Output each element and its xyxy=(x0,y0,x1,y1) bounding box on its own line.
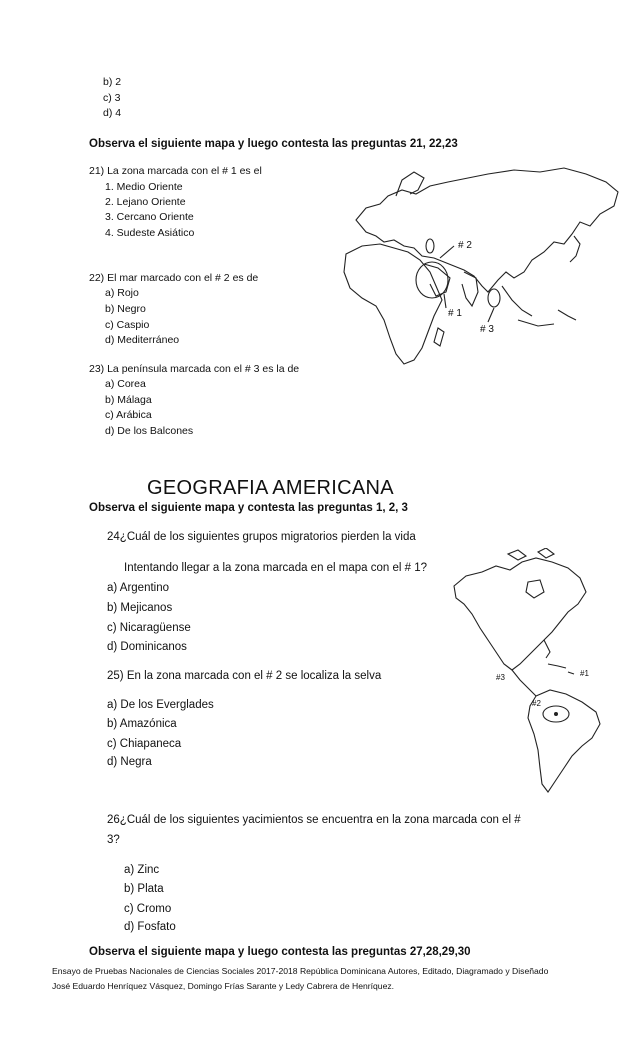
q25-option-a: a) De los Everglades xyxy=(107,699,214,711)
q24-option-d: d) Dominicanos xyxy=(107,641,187,653)
map1-label-2: # 2 xyxy=(458,240,472,251)
option-d: d) 4 xyxy=(103,107,122,119)
q23-option-b: b) Málaga xyxy=(105,394,152,406)
section-heading: GEOGRAFIA AMERICANA xyxy=(147,477,394,499)
q23-option-d: d) De los Balcones xyxy=(105,425,194,437)
footer-line-2: José Eduardo Henríquez Vásquez, Domingo Frías Sarante y Ledy Cabrera de Henríquez. xyxy=(52,981,395,991)
option-b: b) 2 xyxy=(103,76,122,88)
q25-option-c: c) Chiapaneca xyxy=(107,738,182,750)
q22-option-d: d) Mediterráneo xyxy=(105,334,180,346)
map2-label-2: #2 xyxy=(532,699,541,708)
q23-option-a: a) Corea xyxy=(105,378,146,390)
question-23: 23) La península marcada con el # 3 es la de xyxy=(89,363,300,375)
q23-option-c: c) Arábica xyxy=(105,409,152,421)
question-21: 21) La zona marcada con el # 1 es el xyxy=(89,165,262,177)
question-26: 26¿Cuál de los siguientes yacimientos se encuentra en la zona marcada con el # xyxy=(107,814,521,826)
q26-option-d: d) Fosfato xyxy=(124,921,176,933)
q24-option-c: c) Nicaragüense xyxy=(107,622,191,634)
question-25: 25) En la zona marcada con el # 2 se localiza la selva xyxy=(107,670,382,682)
eastern-hemisphere-map xyxy=(318,160,628,380)
q26-option-c: c) Cromo xyxy=(124,903,172,915)
question-24-continued: Intentando llegar a la zona marcada en el mapa con el # 1? xyxy=(124,562,428,574)
instruction-2: Observa el siguiente mapa y contesta las preguntas 1, 2, 3 xyxy=(89,502,408,514)
map1-label-1: # 1 xyxy=(448,308,462,319)
option-c: c) 3 xyxy=(103,92,121,104)
question-22: 22) El mar marcado con el # 2 es de xyxy=(89,272,259,284)
q26-option-b: b) Plata xyxy=(124,883,164,895)
q26-option-a: a) Zinc xyxy=(124,864,160,876)
footer-line-1: Ensayo de Pruebas Nacionales de Ciencias Sociales 2017-2018 República Dominicana Autores, Editado, Diagramado y Diseñado xyxy=(52,966,549,976)
americas-map xyxy=(448,548,608,798)
question-24: 24¿Cuál de los siguientes grupos migratorios pierden la vida xyxy=(107,531,416,543)
map1-label-3: # 3 xyxy=(480,324,494,335)
q24-option-b: b) Mejicanos xyxy=(107,602,173,614)
map2-label-1: #1 xyxy=(580,669,589,678)
q22-option-b: b) Negro xyxy=(105,303,146,315)
q22-option-c: c) Caspio xyxy=(105,319,150,331)
q22-option-a: a) Rojo xyxy=(105,287,139,299)
q21-option-1: 1. Medio Oriente xyxy=(105,181,183,193)
question-26-continued: 3? xyxy=(107,834,120,846)
q21-option-3: 3. Cercano Oriente xyxy=(105,211,194,223)
q21-option-4: 4. Sudeste Asiático xyxy=(105,227,195,239)
q24-option-a: a) Argentino xyxy=(107,582,170,594)
q25-option-b: b) Amazónica xyxy=(107,718,177,730)
q25-option-d: d) Negra xyxy=(107,756,152,768)
q21-option-2: 2. Lejano Oriente xyxy=(105,196,186,208)
instruction-3: Observa el siguiente mapa y luego contesta las preguntas 27,28,29,30 xyxy=(89,946,471,958)
instruction-1: Observa el siguiente mapa y luego contesta las preguntas 21, 22,23 xyxy=(89,138,458,150)
map2-label-3: #3 xyxy=(496,673,505,682)
